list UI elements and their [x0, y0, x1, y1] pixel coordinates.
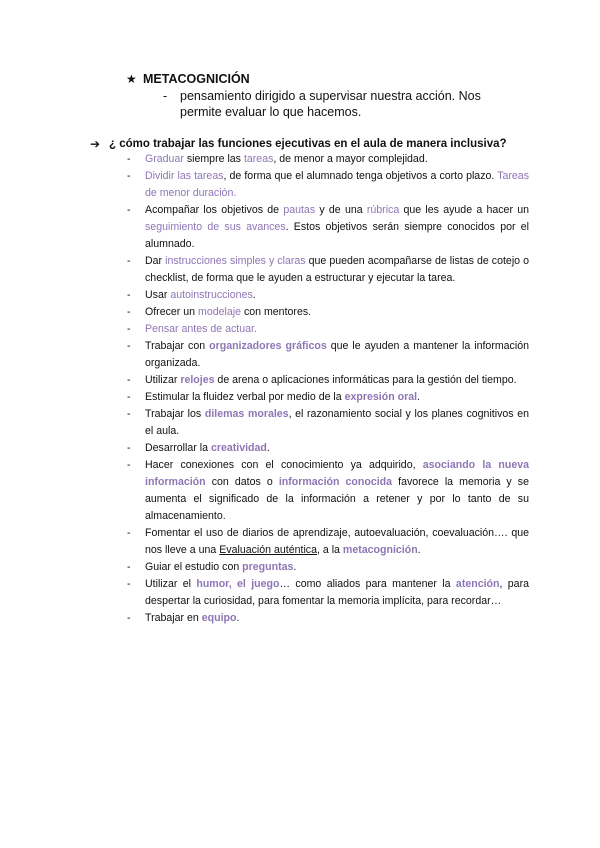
- highlighted-term: modelaje: [198, 306, 241, 318]
- list-item-text: [145, 168, 529, 202]
- list-item-text: [145, 287, 529, 304]
- text-segment: , el razonamiento social y los planes cognitivos en el aula.: [145, 408, 529, 437]
- highlighted-term: Evaluación auténtica: [219, 544, 317, 556]
- list-item: [127, 576, 529, 610]
- metacognicion-description: pensamiento dirigido a supervisar nuestra acción. Nos permite evaluar lo que hacemos.: [180, 89, 481, 119]
- list-item: [127, 525, 529, 559]
- text-segment: de arena o aplicaciones informáticas para la gestión del tiempo.: [214, 374, 517, 386]
- highlighted-term: humor, el juego: [196, 578, 280, 590]
- text-segment: Usar: [145, 289, 171, 301]
- list-item: [127, 321, 529, 338]
- text-segment: Guiar el estudio con: [145, 561, 243, 573]
- list-item: [127, 610, 529, 627]
- highlighted-term: relojes: [180, 374, 215, 386]
- list-item: [127, 202, 529, 253]
- text-segment: , a la: [316, 544, 343, 556]
- highlighted-term: expresión oral: [344, 391, 418, 403]
- highlighted-term: Tareas de menor duración.: [145, 170, 529, 199]
- dash-bullet: -: [127, 289, 131, 301]
- highlighted-term: asociando la nueva información: [145, 459, 530, 488]
- text-segment: … como aliados para mantener la: [279, 578, 456, 590]
- list-item: [127, 440, 529, 457]
- dash-bullet: -: [127, 170, 131, 182]
- text-segment: .: [417, 544, 421, 556]
- arrow-bullet-icon: ➔: [90, 137, 101, 151]
- list-item-text: [145, 151, 529, 168]
- text-segment: siempre las: [183, 153, 244, 165]
- text-segment: Utilizar: [145, 374, 181, 386]
- star-bullet-icon: ★: [126, 72, 137, 86]
- highlighted-term: Pensar antes de actuar.: [145, 323, 257, 335]
- strategies-list: [127, 151, 529, 627]
- text-segment: Dar: [145, 255, 166, 267]
- text-segment: Utilizar el: [145, 578, 197, 590]
- text-segment: con datos o: [205, 476, 279, 488]
- text-segment: que les ayude a hacer un: [399, 204, 530, 216]
- list-item-text: [145, 253, 529, 287]
- text-segment: Trabajar en: [145, 612, 202, 624]
- dash-bullet: -: [127, 578, 131, 590]
- text-segment: que le ayuden a mantener la información organizada.: [145, 340, 529, 369]
- dash-bullet: -: [127, 153, 131, 165]
- dash-bullet: -: [127, 442, 131, 454]
- highlighted-term: Dividir las tareas: [145, 170, 224, 182]
- metacognicion-section: [126, 71, 526, 120]
- metacognicion-title: METACOGNICIÓN: [143, 72, 250, 86]
- highlighted-term: rúbrica: [366, 204, 400, 216]
- list-item-text: [145, 610, 529, 627]
- list-item: [127, 457, 529, 525]
- text-segment: .: [417, 391, 420, 403]
- text-segment: , de forma que el alumnado tenga objetivos a corto plazo.: [223, 170, 498, 182]
- question-heading: [90, 136, 507, 152]
- list-item: [127, 559, 529, 576]
- text-segment: Desarrollar la: [145, 442, 211, 454]
- list-item: [127, 151, 529, 168]
- text-segment: con mentores.: [241, 306, 312, 318]
- text-segment: que pueden acompañarse de listas de cotejo o checklist, de forma que le ayuden a estructurar y ejecutar la tarea.: [145, 255, 530, 284]
- dash-bullet: -: [127, 391, 131, 403]
- list-item-text: [145, 457, 529, 525]
- text-segment: .: [266, 442, 270, 454]
- text-segment: Ofrecer un: [145, 306, 198, 318]
- highlighted-term: autoinstrucciones: [170, 289, 253, 301]
- list-item: [127, 406, 529, 440]
- list-item: [127, 253, 529, 287]
- dash-bullet: -: [127, 561, 131, 573]
- text-segment: .: [236, 612, 240, 624]
- dash-bullet: -: [127, 408, 131, 420]
- list-item-text: [145, 559, 529, 576]
- text-segment: favorece la memoria y se aumenta el significado de la información a retener y por lo tanto de su almacenamiento.: [145, 476, 529, 522]
- list-item-text: [145, 576, 529, 610]
- list-item-text: [145, 389, 529, 406]
- list-item: [127, 338, 529, 372]
- highlighted-term: pautas: [283, 204, 316, 216]
- metacognicion-heading: [126, 71, 526, 87]
- list-item-text: [145, 338, 529, 372]
- list-item: [127, 372, 529, 389]
- dash-bullet: -: [127, 527, 131, 539]
- highlighted-term: creatividad: [210, 442, 267, 454]
- dash-bullet: -: [127, 612, 131, 624]
- list-item: [127, 304, 529, 321]
- dash-bullet: -: [127, 374, 131, 386]
- text-segment: Fomentar el uso de diarios de aprendizaje, autoevaluación, coevaluación…. que nos lleve a una: [145, 527, 529, 556]
- list-item: [127, 168, 529, 202]
- list-item: [127, 389, 529, 406]
- text-segment: Acompañar los objetivos de: [145, 204, 284, 216]
- list-item-text: [145, 304, 529, 321]
- question-text: ¿ cómo trabajar las funciones ejecutivas en el aula de manera inclusiva?: [109, 138, 507, 150]
- list-item-text: [145, 406, 529, 440]
- highlighted-term: información conocida: [278, 476, 393, 488]
- text-segment: , para despertar la curiosidad, para fomentar la memoria implícita, para recordar…: [145, 578, 529, 607]
- highlighted-term: tareas: [243, 153, 274, 165]
- list-item-text: [145, 372, 529, 389]
- list-item-text: [145, 525, 529, 559]
- highlighted-term: metacognición: [342, 544, 418, 556]
- text-segment: .: [252, 289, 256, 301]
- highlighted-term: organizadores gráficos: [209, 340, 327, 352]
- dash-bullet: -: [127, 323, 131, 335]
- text-segment: y de una: [315, 204, 367, 216]
- text-segment: .: [293, 561, 297, 573]
- list-item-text: [145, 321, 529, 338]
- highlighted-term: dilemas morales: [204, 408, 289, 420]
- text-segment: Hacer conexiones con el conocimiento ya adquirido,: [145, 459, 423, 471]
- dash-bullet: -: [127, 306, 131, 318]
- list-item-text: [145, 440, 529, 457]
- highlighted-term: seguimiento de sus avances: [145, 221, 286, 233]
- text-segment: Trabajar los: [145, 408, 205, 420]
- highlighted-term: atención: [455, 578, 500, 590]
- text-segment: Trabajar con: [145, 340, 210, 352]
- text-segment: . Estos objetivos serán siempre conocidos por el alumnado.: [145, 221, 529, 250]
- highlighted-term: equipo: [201, 612, 237, 624]
- dash-bullet: -: [127, 459, 131, 471]
- dash-bullet: -: [127, 340, 131, 352]
- dash-bullet: -: [163, 89, 168, 103]
- dash-bullet: -: [127, 255, 131, 267]
- text-segment: , de menor a mayor complejidad.: [273, 153, 428, 165]
- text-segment: Estimular la fluidez verbal por medio de la: [145, 391, 345, 403]
- highlighted-term: Graduar: [145, 153, 184, 165]
- list-item: [127, 287, 529, 304]
- metacognicion-definition: [163, 88, 526, 120]
- highlighted-term: preguntas: [242, 561, 294, 573]
- dash-bullet: -: [127, 204, 131, 216]
- highlighted-term: instrucciones simples y claras: [165, 255, 306, 267]
- list-item-text: [145, 202, 529, 253]
